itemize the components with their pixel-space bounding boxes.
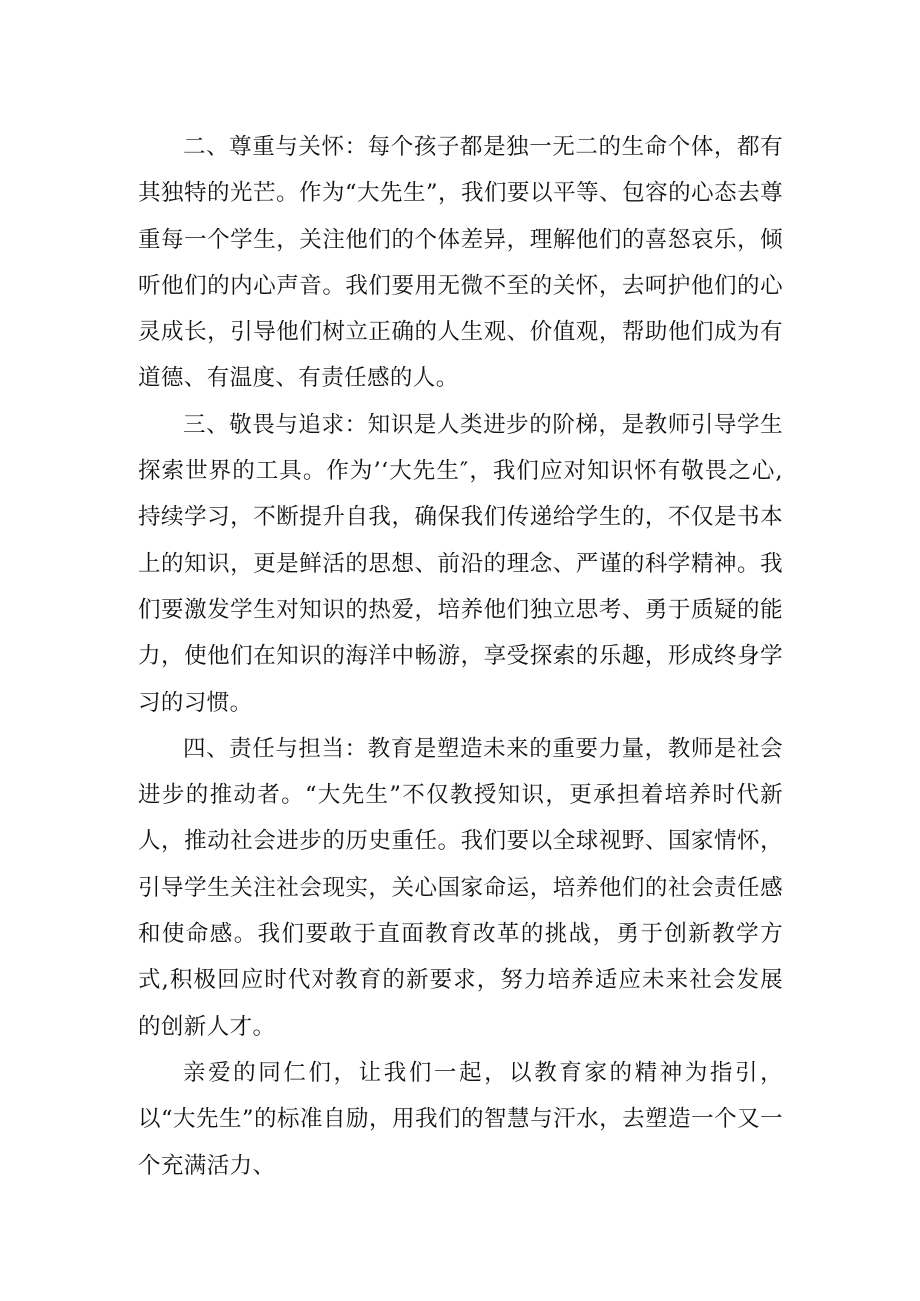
paragraph-responsibility: 四、责任与担当：教育是塑造未来的重要力量，教师是社会进步的推动者。“大先生”不仅教授知识，更承担着培养时代新人，推动社会进步的历史重任。我们要以全球视野、国家情怀，引导学生关注社会现实，关心国家命运，培养他们的社会责任感和使命感。我们要敢于直面教育改革的挑战，勇于创新教学方式,积极回应时代对教育的新要求，努力培养适应未来社会发展的创新人才。 [138,735,783,1040]
paragraph-closing: 亲爱的同仁们，让我们一起，以教育家的精神为指引，以“大先生”的标准自励，用我们的智慧与汗水，去塑造一个又一个充满活力、 [138,1059,783,1179]
paragraph-respect-care: 二、尊重与关怀：每个孩子都是独一无二的生命个体，都有其独特的光芒。作为“大先生”，我们要以平等、包容的心态去尊重每一个学生，关注他们的个体差异，理解他们的喜怒哀乐，倾听他们的内心声音。我们要用无微不至的关怀，去呵护他们的心灵成长，引导他们树立正确的人生观、价值观，帮助他们成为有道德、有温度、有责任感的人。 [138,134,783,392]
paragraph-reverence-pursuit: 三、敬畏与追求：知识是人类进步的阶梯，是教师引导学生探索世界的工具。作为’‘大先生″，我们应对知识怀有敬畏之心,持续学习，不断提升自我，确保我们传递给学生的，不仅是书本上的知识，更是鲜活的思想、前沿的理念、严谨的科学精神。我们要激发学生对知识的热爱，培养他们独立思考、勇于质疑的能力，使他们在知识的海洋中畅游，享受探索的乐趣，形成终身学习的习惯。 [138,411,783,716]
document-body [138,124,783,1189]
